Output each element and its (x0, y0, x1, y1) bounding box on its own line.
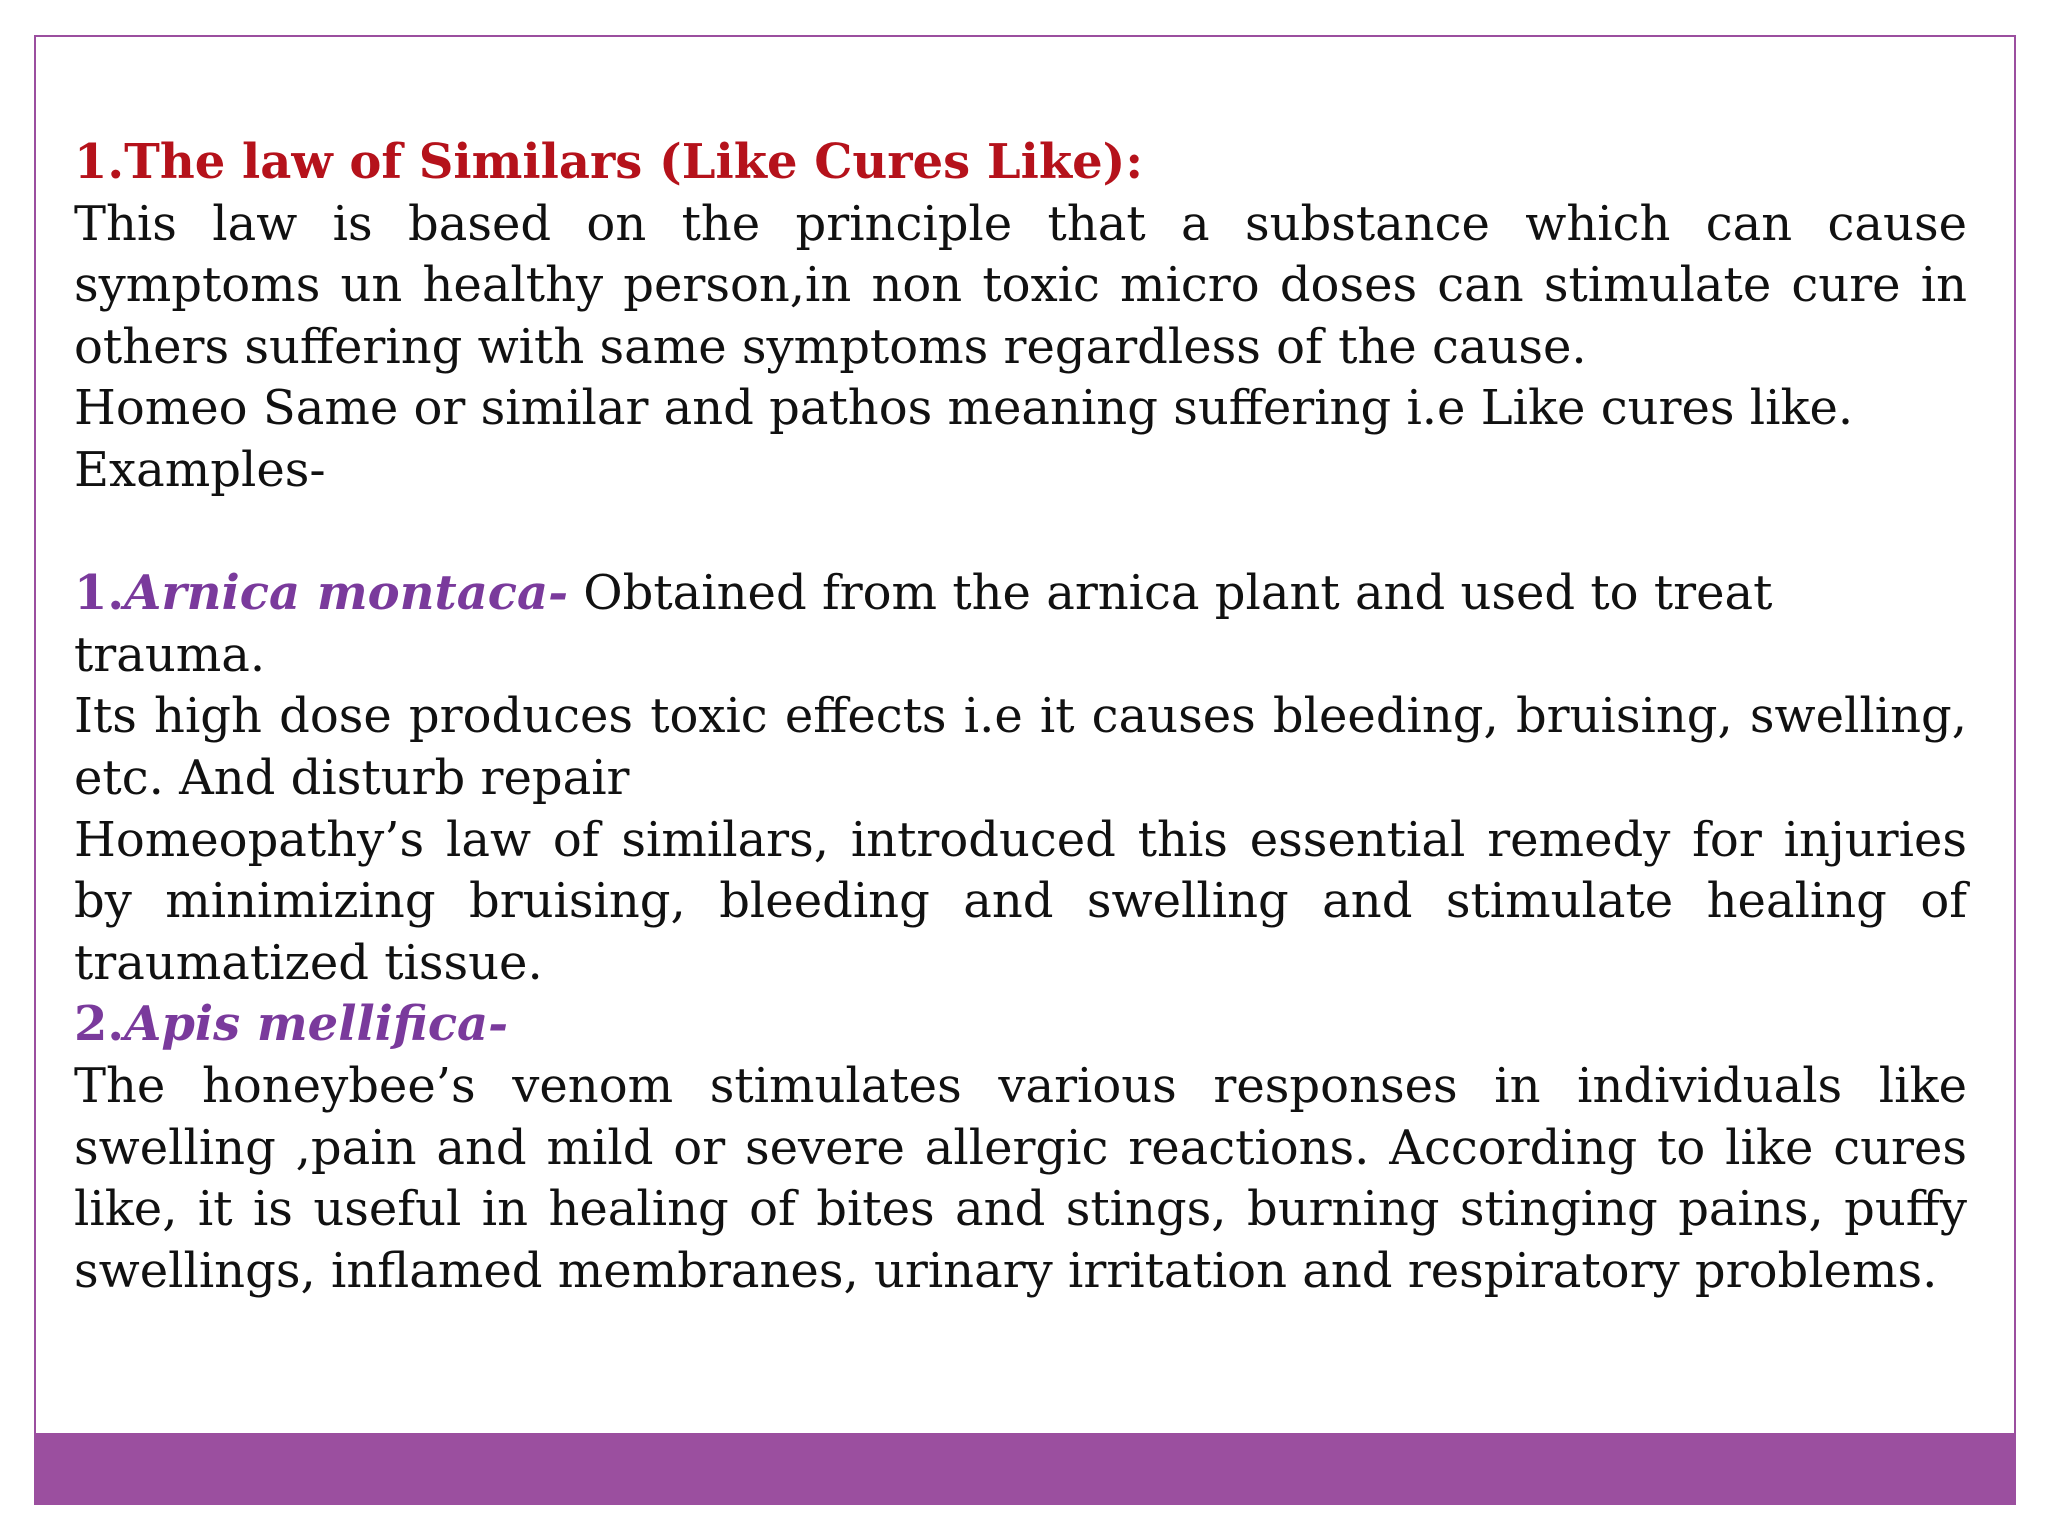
law-of-similars-heading: 1.The law of Similars (Like Cures Like): (74, 134, 1144, 190)
slide-content (74, 132, 1967, 1302)
examples-label: Examples- (74, 441, 326, 498)
example-apis-name: Apis mellifica- (124, 996, 509, 1053)
example-arnica-paragraph-2: Homeopathy’s law of similars, introduced this essential remedy for injuries by minimizing bruising, bleeding and swelling and stimulate healing of traumatized tissue. (74, 811, 1967, 991)
section-heading (74, 132, 1967, 194)
blank-line (74, 502, 1967, 564)
example-apis-number: 2. (74, 996, 125, 1053)
definition-paragraph: This law is based on the principle that a substance which can cause symptoms un healthy person,in non toxic micro doses can stimulate cure in others suffering with same symptoms regardless of the cause. (74, 195, 1967, 375)
example-arnica-number: 1. (74, 565, 125, 622)
example-apis-heading (74, 996, 508, 1052)
example-arnica-heading (74, 565, 568, 621)
example-arnica-name: Arnica montaca- (124, 565, 569, 622)
example-apis-paragraph-1: The honeybee’s venom stimulates various responses in individuals like swelling ,pain and mild or severe allergic reactions. According to like cures like, it is useful in healing of bites and stings, burning stinging pains, puffy swellings, inflamed membranes, urinary irritation and respiratory problems. (74, 1057, 1967, 1299)
example-arnica-intro: Obtained from the arnica plant and used to treat trauma. (74, 565, 1773, 683)
meaning-paragraph: Homeo Same or similar and pathos meaning suffering i.e Like cures like. (74, 380, 1854, 437)
example-arnica-paragraph-1: Its high dose produces toxic effects i.e it causes bleeding, bruising, swelling, etc. And disturb repair (74, 688, 1967, 806)
slide-frame (34, 35, 2016, 1505)
footer-bar (36, 1433, 2014, 1503)
example-apis-title-line (74, 994, 1967, 1056)
example-arnica-title-line (74, 563, 1967, 686)
